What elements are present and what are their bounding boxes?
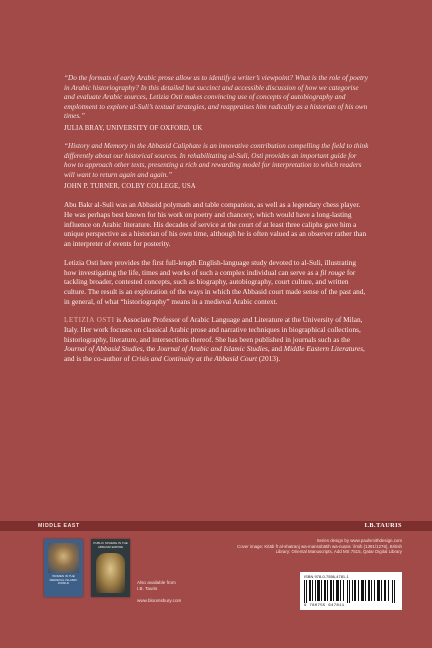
endorsement-quote-1: “Do the formats of early Arabic prose allow us to identify a writer’s viewpoint? What is the role of poetry in Arabic historiography? In this detailed but succinct and accessible discussion of how we categorise and evaluate Arabic sources, Letizia Osti makes convincing use of concepts of autobiography and emplotment to explore al-Suli’s textual strategies, and reappraises him radically as a historian of his own times.” bbox=[64, 74, 368, 121]
barcode-bars bbox=[304, 580, 398, 603]
journal-2: Journal of Arabic and Islamic Studies bbox=[157, 344, 268, 354]
category-label: MIDDLE EAST bbox=[38, 522, 80, 529]
author-name: LETIZIA OSTI bbox=[64, 315, 115, 325]
book-cover-art bbox=[48, 543, 79, 573]
description-paragraph-2 bbox=[64, 258, 370, 307]
endorsement-attribution-2: JOHN P. TURNER, COLBY COLLEGE, USA bbox=[64, 183, 196, 191]
book-cover-art bbox=[96, 553, 125, 593]
credit-line-1: Series design by www.paulsmithdesign.com bbox=[316, 538, 402, 543]
book-title-2: PUBLIC SPHERE IN THE ABBASID EMPIRE bbox=[93, 541, 128, 549]
also-available-line-1: Also available from bbox=[137, 580, 176, 585]
bio-text-c: , and bbox=[267, 344, 284, 354]
bio-text-e: (2013). bbox=[257, 354, 281, 364]
barcode-digits: 9 780755 647811 bbox=[304, 603, 345, 608]
barcode bbox=[300, 572, 402, 610]
p2-italic: fil rouge bbox=[320, 267, 346, 277]
image-credits bbox=[202, 538, 402, 555]
coauthored-book: Crisis and Continuity at the Abbasid Court bbox=[131, 354, 258, 364]
bio-text-a: is Associate Professor of Arabic Language and Literature at the University of Milan, Italy. Her work focuses on classical Arabic prose and narrative techniques in biographical collections, historiography, literature, and intersections thereof. She has been published in journals such as the bbox=[64, 315, 363, 344]
category-band bbox=[0, 521, 432, 531]
journal-1: Journal of Abbasid Studies bbox=[64, 344, 143, 354]
publisher-url: www.bloomsbury.com bbox=[137, 598, 182, 603]
text-block bbox=[64, 74, 370, 373]
endorsement-attribution-1: JULIA BRAY, UNIVERSITY OF OXFORD, UK bbox=[64, 124, 203, 132]
p2-text-b: for tackling broader, contested concepts, such as biography, autobiography, court culture, and written culture. The result is an exploration of the ways in which the Abbasid court made sense of the past and, in general, of what “historiography” means in a medieval Arabic context. bbox=[64, 267, 366, 306]
also-available-text bbox=[137, 580, 176, 592]
endorsement-quote-2: “History and Memory in the Abbasid Caliphate is an innovative contribution compelling the field to think differently about our historical sources. In rehabilitating al-Suli, Osti provides an important guide for how to approach other texts, presenting a rich and rewarding model for interpretation to which readers will want to return again and again.” bbox=[64, 141, 369, 179]
also-available-line-2: I.B. Tauris bbox=[137, 586, 158, 591]
book-title-1: WOMEN IN THE MEDIEVAL ISLAMIC WORLD bbox=[49, 574, 78, 586]
credit-line-3: Library: Oriental Manuscripts, Add MS 7515, Qatar Digital Library bbox=[275, 549, 402, 555]
author-bio bbox=[64, 315, 370, 364]
bio-text-d: , and is the co-author of bbox=[64, 344, 365, 364]
p2-text-a: Letizia Osti here provides the first full-length English-language study devoted to al-Suli, illustrating how investigating the life, times and works of such a complex individual can serve as a bbox=[64, 257, 357, 277]
journal-3: Middle Eastern Literatures bbox=[283, 344, 364, 354]
related-book-thumbnail-1 bbox=[44, 539, 83, 597]
publisher-logo: I.B.TAURIS bbox=[364, 522, 402, 529]
description-paragraph-1: Abu Bakr al-Suli was an Abbasid polymath and table companion, as well as a legendary chess player. He was perhaps best known for his work on poetry and chancery, which would have a long-lasting influence on Arabic literature. His decades of service at the court of at least three caliphs gave him a unique perspective as a historian of his own time, although he is often valued as an observer rather than an interpreter of events for posterity. bbox=[64, 200, 367, 249]
credit-line-2: Cover image: Kitāb fī al-shatranj wa-mansūbātih wa-nuṣūs ʿilmih (1391/1276), British bbox=[237, 543, 402, 549]
related-book-thumbnail-2 bbox=[91, 539, 130, 597]
bio-text-b: , the bbox=[142, 344, 158, 354]
isbn-label: ISBN 978-0-7556-4781-1 bbox=[304, 574, 349, 579]
